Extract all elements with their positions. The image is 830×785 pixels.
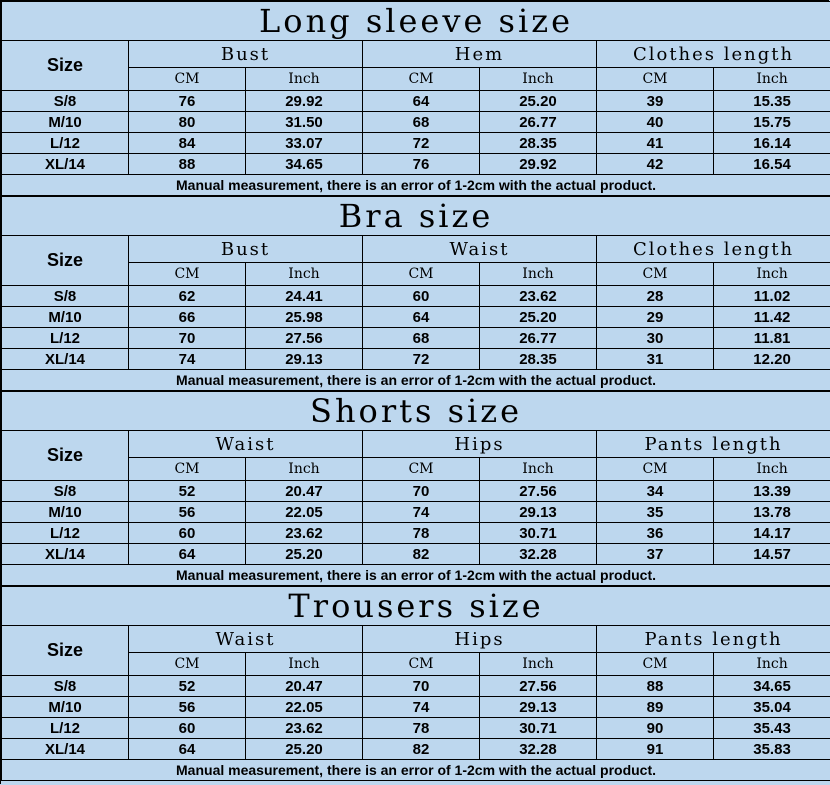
value-cell: 23.62 <box>480 286 597 307</box>
value-cell: 60 <box>129 523 246 544</box>
value-cell: 26.77 <box>480 112 597 133</box>
size-table <box>1 586 830 781</box>
value-cell: 88 <box>129 154 246 175</box>
value-cell: 29.13 <box>246 349 363 370</box>
value-cell: 14.17 <box>714 523 830 544</box>
unit-inch: Inch <box>246 653 363 676</box>
value-cell: 28 <box>597 286 714 307</box>
size-label: S/8 <box>2 676 129 697</box>
value-cell: 12.20 <box>714 349 830 370</box>
unit-cm: CM <box>129 653 246 676</box>
value-cell: 29.92 <box>246 91 363 112</box>
value-cell: 28.35 <box>480 349 597 370</box>
value-cell: 74 <box>363 697 480 718</box>
value-cell: 84 <box>129 133 246 154</box>
value-cell: 20.47 <box>246 481 363 502</box>
value-cell: 24.41 <box>246 286 363 307</box>
value-cell: 29.13 <box>480 697 597 718</box>
size-row <box>2 133 830 154</box>
value-cell: 32.28 <box>480 739 597 760</box>
value-cell: 25.20 <box>246 544 363 565</box>
value-cell: 22.05 <box>246 502 363 523</box>
value-cell: 90 <box>597 718 714 739</box>
value-cell: 41 <box>597 133 714 154</box>
value-cell: 35.83 <box>714 739 830 760</box>
value-cell: 31 <box>597 349 714 370</box>
size-row <box>2 676 830 697</box>
value-cell: 23.62 <box>246 523 363 544</box>
measurement-note: Manual measurement, there is an error of 1-2cm with the actual product. <box>2 175 830 196</box>
size-label: XL/14 <box>2 739 129 760</box>
measurement-note: Manual measurement, there is an error of 1-2cm with the actual product. <box>2 565 830 586</box>
value-cell: 70 <box>363 676 480 697</box>
value-cell: 11.81 <box>714 328 830 349</box>
measure-header-1: Bust <box>129 236 363 263</box>
size-label: XL/14 <box>2 154 129 175</box>
value-cell: 30 <box>597 328 714 349</box>
value-cell: 16.54 <box>714 154 830 175</box>
value-cell: 56 <box>129 502 246 523</box>
size-row <box>2 154 830 175</box>
value-cell: 68 <box>363 112 480 133</box>
size-label: M/10 <box>2 112 129 133</box>
value-cell: 91 <box>597 739 714 760</box>
size-label: M/10 <box>2 502 129 523</box>
value-cell: 33.07 <box>246 133 363 154</box>
value-cell: 78 <box>363 718 480 739</box>
size-row <box>2 502 830 523</box>
value-cell: 25.98 <box>246 307 363 328</box>
value-cell: 60 <box>363 286 480 307</box>
section-title: Shorts size <box>2 392 830 431</box>
value-cell: 64 <box>129 739 246 760</box>
value-cell: 60 <box>129 718 246 739</box>
value-cell: 52 <box>129 481 246 502</box>
value-cell: 25.20 <box>480 91 597 112</box>
size-section <box>1 1 829 196</box>
unit-cm: CM <box>363 263 480 286</box>
section-title: Bra size <box>2 197 830 236</box>
value-cell: 30.71 <box>480 523 597 544</box>
unit-inch: Inch <box>246 458 363 481</box>
value-cell: 30.71 <box>480 718 597 739</box>
value-cell: 11.42 <box>714 307 830 328</box>
size-row <box>2 349 830 370</box>
unit-cm: CM <box>363 458 480 481</box>
value-cell: 82 <box>363 739 480 760</box>
value-cell: 82 <box>363 544 480 565</box>
measure-header-1: Waist <box>129 626 363 653</box>
value-cell: 15.75 <box>714 112 830 133</box>
value-cell: 34.65 <box>714 676 830 697</box>
unit-cm: CM <box>129 263 246 286</box>
measure-header-3: Clothes length <box>597 41 830 68</box>
value-cell: 64 <box>363 91 480 112</box>
measure-header-2: Hips <box>363 626 597 653</box>
value-cell: 64 <box>363 307 480 328</box>
size-label: XL/14 <box>2 349 129 370</box>
value-cell: 72 <box>363 133 480 154</box>
unit-inch: Inch <box>714 653 830 676</box>
size-section <box>1 586 829 781</box>
value-cell: 29.13 <box>480 502 597 523</box>
value-cell: 32.28 <box>480 544 597 565</box>
value-cell: 76 <box>363 154 480 175</box>
unit-cm: CM <box>597 458 714 481</box>
value-cell: 13.39 <box>714 481 830 502</box>
size-column-header: Size <box>2 41 129 91</box>
value-cell: 78 <box>363 523 480 544</box>
size-label: L/12 <box>2 523 129 544</box>
value-cell: 27.56 <box>246 328 363 349</box>
measurement-note: Manual measurement, there is an error of 1-2cm with the actual product. <box>2 760 830 781</box>
value-cell: 26.77 <box>480 328 597 349</box>
measure-header-3: Clothes length <box>597 236 830 263</box>
size-row <box>2 112 830 133</box>
section-title: Long sleeve size <box>2 2 830 41</box>
measure-header-2: Waist <box>363 236 597 263</box>
value-cell: 64 <box>129 544 246 565</box>
value-cell: 40 <box>597 112 714 133</box>
size-label: S/8 <box>2 286 129 307</box>
size-tables <box>1 1 829 781</box>
unit-cm: CM <box>597 68 714 91</box>
value-cell: 74 <box>129 349 246 370</box>
value-cell: 34 <box>597 481 714 502</box>
value-cell: 25.20 <box>246 739 363 760</box>
value-cell: 25.20 <box>480 307 597 328</box>
value-cell: 15.35 <box>714 91 830 112</box>
value-cell: 39 <box>597 91 714 112</box>
unit-inch: Inch <box>246 263 363 286</box>
size-table <box>1 196 830 391</box>
value-cell: 80 <box>129 112 246 133</box>
value-cell: 27.56 <box>480 481 597 502</box>
size-label: S/8 <box>2 481 129 502</box>
size-row <box>2 286 830 307</box>
value-cell: 23.62 <box>246 718 363 739</box>
value-cell: 27.56 <box>480 676 597 697</box>
value-cell: 88 <box>597 676 714 697</box>
size-row <box>2 739 830 760</box>
size-column-header: Size <box>2 236 129 286</box>
measure-header-2: Hips <box>363 431 597 458</box>
size-row <box>2 544 830 565</box>
value-cell: 22.05 <box>246 697 363 718</box>
value-cell: 42 <box>597 154 714 175</box>
size-label: L/12 <box>2 328 129 349</box>
value-cell: 70 <box>129 328 246 349</box>
size-label: S/8 <box>2 91 129 112</box>
unit-cm: CM <box>363 653 480 676</box>
measure-header-2: Hem <box>363 41 597 68</box>
value-cell: 28.35 <box>480 133 597 154</box>
measure-header-3: Pants length <box>597 626 830 653</box>
size-row <box>2 91 830 112</box>
measure-header-3: Pants length <box>597 431 830 458</box>
value-cell: 34.65 <box>246 154 363 175</box>
value-cell: 14.57 <box>714 544 830 565</box>
unit-cm: CM <box>129 68 246 91</box>
value-cell: 16.14 <box>714 133 830 154</box>
measure-header-1: Waist <box>129 431 363 458</box>
unit-inch: Inch <box>714 68 830 91</box>
size-table <box>1 1 830 196</box>
unit-cm: CM <box>597 653 714 676</box>
unit-cm: CM <box>363 68 480 91</box>
size-column-header: Size <box>2 431 129 481</box>
unit-cm: CM <box>129 458 246 481</box>
value-cell: 62 <box>129 286 246 307</box>
size-row <box>2 328 830 349</box>
section-title: Trousers size <box>2 587 830 626</box>
unit-inch: Inch <box>480 653 597 676</box>
value-cell: 56 <box>129 697 246 718</box>
size-section <box>1 196 829 391</box>
measure-header-1: Bust <box>129 41 363 68</box>
size-column-header: Size <box>2 626 129 676</box>
value-cell: 52 <box>129 676 246 697</box>
value-cell: 74 <box>363 502 480 523</box>
size-section <box>1 391 829 586</box>
value-cell: 89 <box>597 697 714 718</box>
value-cell: 68 <box>363 328 480 349</box>
size-row <box>2 697 830 718</box>
size-label: L/12 <box>2 718 129 739</box>
unit-inch: Inch <box>714 458 830 481</box>
value-cell: 35.04 <box>714 697 830 718</box>
unit-inch: Inch <box>714 263 830 286</box>
value-cell: 29.92 <box>480 154 597 175</box>
value-cell: 35 <box>597 502 714 523</box>
unit-inch: Inch <box>480 263 597 286</box>
size-label: L/12 <box>2 133 129 154</box>
value-cell: 29 <box>597 307 714 328</box>
unit-cm: CM <box>597 263 714 286</box>
value-cell: 72 <box>363 349 480 370</box>
size-row <box>2 718 830 739</box>
value-cell: 20.47 <box>246 676 363 697</box>
unit-inch: Inch <box>480 458 597 481</box>
unit-inch: Inch <box>246 68 363 91</box>
value-cell: 36 <box>597 523 714 544</box>
unit-inch: Inch <box>480 68 597 91</box>
size-row <box>2 481 830 502</box>
size-label: XL/14 <box>2 544 129 565</box>
value-cell: 66 <box>129 307 246 328</box>
size-row <box>2 307 830 328</box>
value-cell: 11.02 <box>714 286 830 307</box>
value-cell: 31.50 <box>246 112 363 133</box>
value-cell: 70 <box>363 481 480 502</box>
size-row <box>2 523 830 544</box>
value-cell: 76 <box>129 91 246 112</box>
size-label: M/10 <box>2 697 129 718</box>
value-cell: 13.78 <box>714 502 830 523</box>
measurement-note: Manual measurement, there is an error of 1-2cm with the actual product. <box>2 370 830 391</box>
value-cell: 35.43 <box>714 718 830 739</box>
value-cell: 37 <box>597 544 714 565</box>
size-label: M/10 <box>2 307 129 328</box>
size-table <box>1 391 830 586</box>
